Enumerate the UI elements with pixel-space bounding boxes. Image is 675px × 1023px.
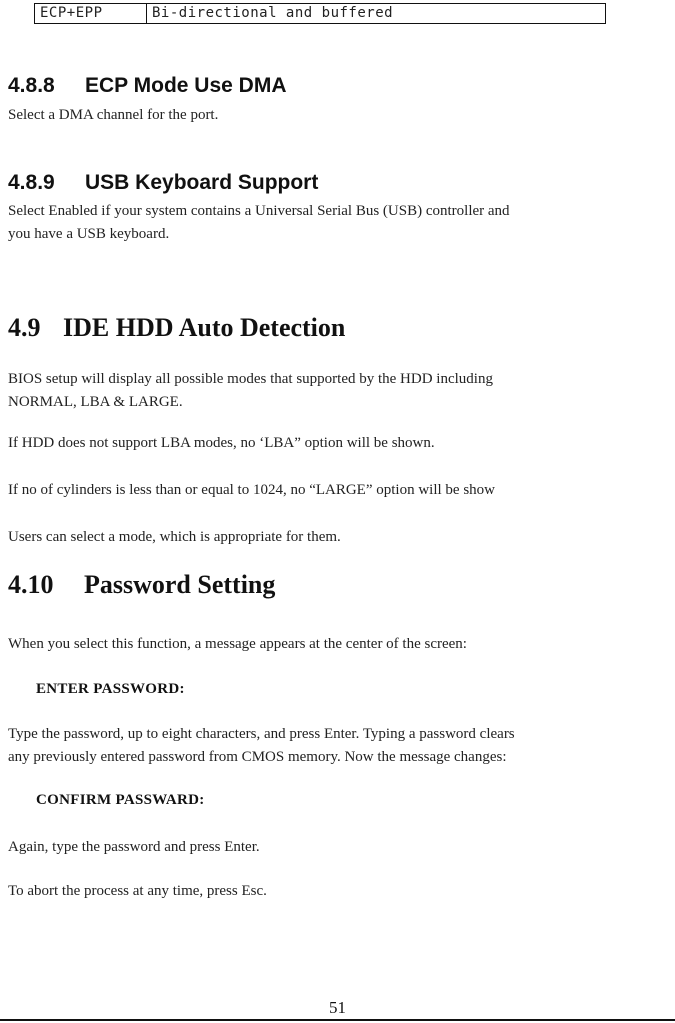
password-p3: Again, type the password and press Enter. bbox=[8, 839, 260, 855]
heading-title: Password Setting bbox=[84, 570, 276, 599]
page-number: 51 bbox=[329, 998, 346, 1017]
heading-title: ECP Mode Use DMA bbox=[85, 74, 287, 97]
usb-keyboard-body-line-2: you have a USB keyboard. bbox=[8, 226, 170, 242]
heading-ide-hdd bbox=[8, 313, 345, 343]
password-p2-line-1: Type the password, up to eight characters, and press Enter. Typing a password clears bbox=[8, 726, 515, 742]
enter-password-message: ENTER PASSWORD: bbox=[36, 681, 185, 697]
heading-password-setting bbox=[8, 570, 275, 600]
mode-table-row bbox=[34, 3, 606, 24]
usb-keyboard-body-line-1: Select Enabled if your system contains a Universal Serial Bus (USB) controller and bbox=[8, 203, 510, 219]
mode-description-cell: Bi-directional and buffered bbox=[152, 5, 394, 21]
heading-number: 4.8.8 bbox=[8, 74, 55, 97]
ide-hdd-p3: If no of cylinders is less than or equal to 1024, no “LARGE” option will be show bbox=[8, 482, 496, 498]
heading-usb-keyboard bbox=[8, 171, 318, 195]
heading-number: 4.8.9 bbox=[8, 171, 55, 194]
ide-hdd-p2: If HDD does not support LBA modes, no ‘LBA” option will be shown. bbox=[8, 435, 435, 451]
ide-hdd-p4: Users can select a mode, which is appropriate for them. bbox=[8, 529, 341, 545]
mode-cell: ECP+EPP bbox=[35, 4, 147, 23]
heading-ecp-dma bbox=[8, 74, 286, 98]
heading-number: 4.10 bbox=[8, 570, 54, 599]
heading-number: 4.9 bbox=[8, 313, 41, 342]
ecp-dma-body: Select a DMA channel for the port. bbox=[8, 107, 219, 123]
password-p2-line-2: any previously entered password from CMOS memory. Now the message changes: bbox=[8, 749, 507, 765]
heading-title: IDE HDD Auto Detection bbox=[63, 313, 346, 342]
password-p1: When you select this function, a message appears at the center of the screen: bbox=[8, 636, 467, 652]
password-p4: To abort the process at any time, press Esc. bbox=[8, 883, 267, 899]
heading-title: USB Keyboard Support bbox=[85, 171, 319, 194]
ide-hdd-p1-line-1: BIOS setup will display all possible modes that supported by the HDD including bbox=[8, 371, 493, 387]
confirm-password-message: CONFIRM PASSWARD: bbox=[36, 792, 205, 808]
ide-hdd-p1-line-2: NORMAL, LBA & LARGE. bbox=[8, 394, 183, 410]
footer-rule bbox=[0, 1019, 675, 1021]
